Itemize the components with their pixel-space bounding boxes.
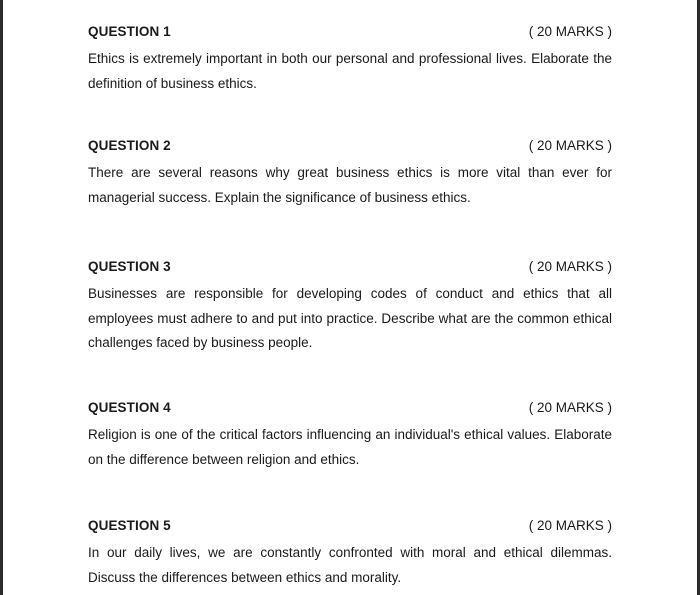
question-text: Businesses are responsible for developing codes of conduct and ethics that all employees must adhere to and put into practice. Describe what are the common ethical challenges faced by business people. bbox=[88, 286, 612, 350]
question-text: In our daily lives, we are constantly confronted with moral and ethical dilemmas. Discuss the differences between ethics and morality. bbox=[88, 545, 612, 585]
left-edge-border bbox=[0, 0, 3, 595]
question-marks: ( 20 MARKS ) bbox=[528, 259, 612, 274]
question-text: Ethics is extremely important in both our personal and professional lives. Elaborate the definition of business ethics. bbox=[88, 51, 612, 91]
question-header bbox=[88, 517, 612, 535]
question-header bbox=[88, 137, 612, 155]
question-block-3 bbox=[88, 258, 612, 356]
question-marks: ( 20 MARKS ) bbox=[528, 138, 612, 153]
question-block-2 bbox=[88, 137, 612, 210]
question-title: QUESTION 2 bbox=[88, 138, 171, 153]
question-block-5 bbox=[88, 517, 612, 590]
question-text: There are several reasons why great business ethics is more vital than ever for managerial success. Explain the significance of business ethics. bbox=[88, 165, 612, 205]
question-marks: ( 20 MARKS ) bbox=[528, 24, 612, 39]
question-title: QUESTION 5 bbox=[88, 518, 171, 533]
question-header bbox=[88, 258, 612, 276]
question-title: QUESTION 4 bbox=[88, 400, 171, 415]
question-block-4 bbox=[88, 399, 612, 472]
question-text: Religion is one of the critical factors influencing an individual's ethical values. Elaborate on the difference between religion and ethics. bbox=[88, 427, 612, 467]
question-title: QUESTION 3 bbox=[88, 259, 171, 274]
question-title: QUESTION 1 bbox=[88, 24, 171, 39]
question-marks: ( 20 MARKS ) bbox=[528, 400, 612, 415]
question-marks: ( 20 MARKS ) bbox=[528, 518, 612, 533]
question-header bbox=[88, 399, 612, 417]
question-block-1 bbox=[88, 23, 612, 96]
question-header bbox=[88, 23, 612, 41]
